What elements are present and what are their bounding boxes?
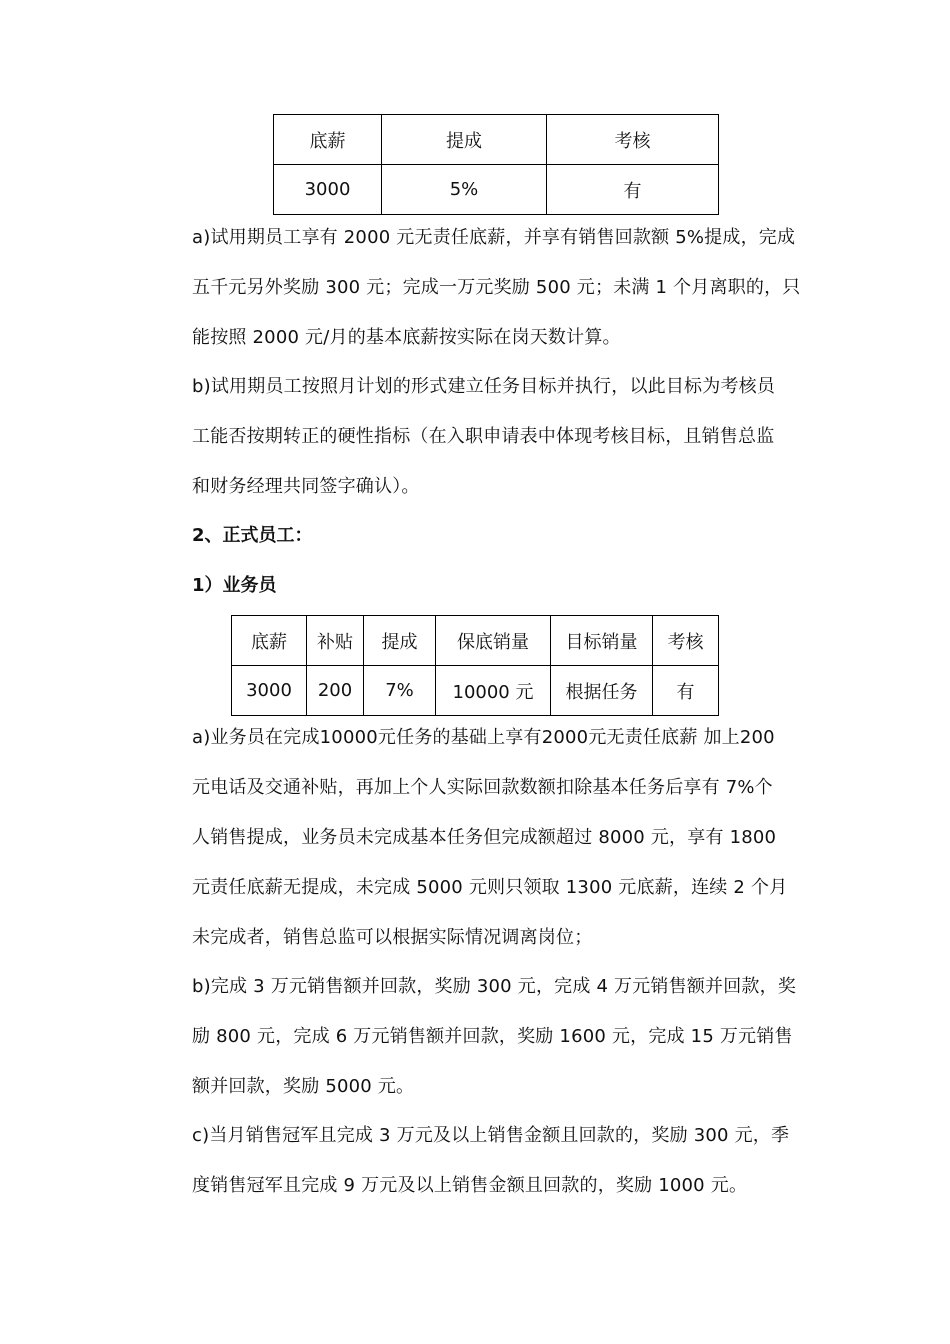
table-header-cell: 补贴 xyxy=(307,616,364,666)
text-line: a)业务员在完成10000元任务的基础上享有2000元无责任底薪 加上200 xyxy=(192,727,775,748)
table-cell: 有 xyxy=(653,666,719,716)
text-line: 未完成者，销售总监可以根据实际情况调离岗位； xyxy=(192,927,593,948)
text-line: b)试用期员工按照月计划的形式建立任务目标并执行，以此目标为考核员 xyxy=(192,376,776,397)
table-header-cell: 考核 xyxy=(547,115,719,165)
text-line: 和财务经理共同签字确认）。 xyxy=(192,476,420,497)
sales-paragraph-c xyxy=(192,1111,808,1211)
table-header-cell: 提成 xyxy=(382,115,547,165)
sales-paragraph-a xyxy=(192,713,808,963)
text-line: 能按照 2000 元/月的基本底薪按实际在岗天数计算。 xyxy=(192,327,621,348)
text-line: c)当月销售冠军且完成 3 万元及以上销售金额且回款的，奖励 300 元，季 xyxy=(192,1125,790,1146)
trial-paragraph-b xyxy=(192,362,808,512)
table-cell: 10000 元 xyxy=(436,666,551,716)
table-header-cell: 提成 xyxy=(364,616,436,666)
table-cell: 根据任务 xyxy=(551,666,653,716)
text-line: 人销售提成，业务员未完成基本任务但完成额超过 8000 元，享有 1800 xyxy=(192,827,777,848)
text-line: 五千元另外奖励 300 元；完成一万元奖励 500 元；未满 1 个月离职的，只 xyxy=(192,277,801,298)
table-header-cell: 考核 xyxy=(653,616,719,666)
text-line: b)完成 3 万元销售额并回款，奖励 300 元，完成 4 万元销售额并回款，奖 xyxy=(192,976,797,997)
table-cell: 200 xyxy=(307,666,364,716)
text-line: 工能否按期转正的硬性指标（在入职申请表中体现考核目标，且销售总监 xyxy=(192,426,775,447)
text-line: 元电话及交通补贴，再加上个人实际回款数额扣除基本任务后享有 7%个 xyxy=(192,777,773,798)
section-heading-formal: 2、正式员工： xyxy=(192,525,313,546)
table-cell: 3000 xyxy=(232,666,307,716)
text-line: 额并回款，奖励 5000 元。 xyxy=(192,1076,415,1097)
table-row xyxy=(232,666,719,716)
section-heading-sales: 1）业务员 xyxy=(192,575,277,596)
table-cell: 3000 xyxy=(274,165,382,215)
text-line: 元责任底薪无提成，未完成 5000 元则只领取 1300 元底薪，连续 2 个月 xyxy=(192,877,788,898)
text-line: a)试用期员工享有 2000 元无责任底薪，并享有销售回款额 5%提成，完成 xyxy=(192,227,796,248)
table-cell: 有 xyxy=(547,165,719,215)
sales-salary-table xyxy=(231,615,719,716)
trial-paragraph-a xyxy=(192,213,808,363)
table-header-cell: 底薪 xyxy=(274,115,382,165)
table-cell: 5% xyxy=(382,165,547,215)
table-header-cell: 目标销量 xyxy=(551,616,653,666)
text-line: 度销售冠军且完成 9 万元及以上销售金额且回款的，奖励 1000 元。 xyxy=(192,1175,748,1196)
text-line: 励 800 元，完成 6 万元销售额并回款，奖励 1600 元，完成 15 万元销售 xyxy=(192,1026,793,1047)
table-header-cell: 保底销量 xyxy=(436,616,551,666)
table-row xyxy=(274,165,719,215)
trial-salary-table xyxy=(273,114,719,215)
sales-paragraph-b xyxy=(192,962,808,1112)
table-cell: 7% xyxy=(364,666,436,716)
table-header-row xyxy=(232,616,719,666)
table-header-cell: 底薪 xyxy=(232,616,307,666)
table-header-row xyxy=(274,115,719,165)
